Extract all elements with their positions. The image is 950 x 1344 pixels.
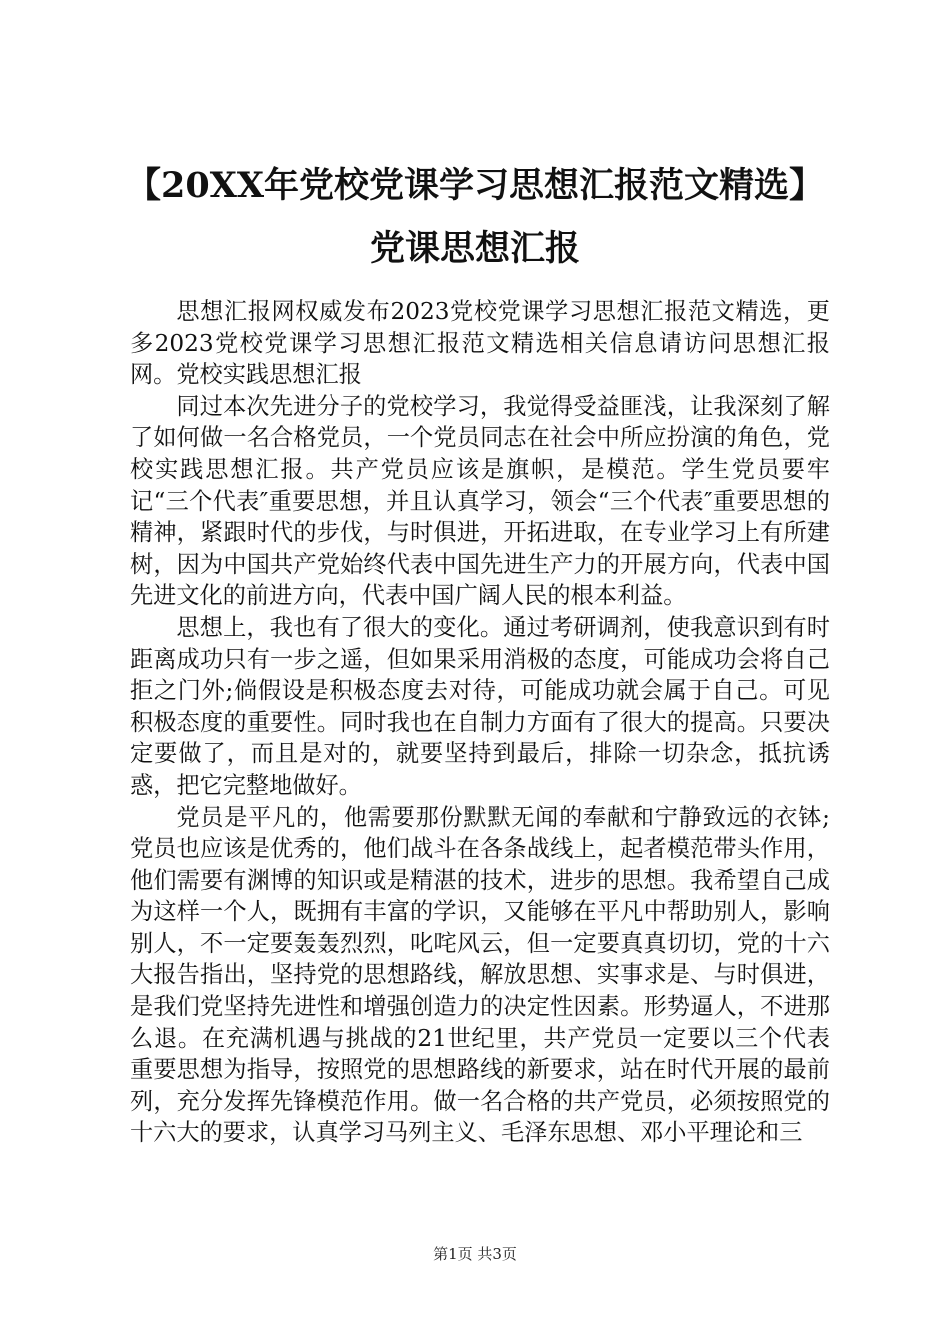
paragraph-2: 同过本次先进分子的党校学习，我觉得受益匪浅，让我深刻了解了如何做一名合格党员，一个党员同志在社会中所应扮演的角色，党校实践思想汇报。共产党员应该是旗帜，是模范。学生党员要牢记“三个代表″重要思想，并且认真学习，领会“三个代表″重要思想的精神，紧跟时代的步伐，与时俱进，开拓进取，在专业学习上有所建树，因为中国共产党始终代表中国先进生产力的开展方向，代表中国先进文化的前进方向，代表中国广阔人民的根本利益。 xyxy=(130,392,830,610)
document-body xyxy=(130,296,830,1149)
paragraph-4: 党员是平凡的，他需要那份默默无闻的奉献和宁静致远的衣钵;党员也应该是优秀的，他们战斗在各条战线上，起者模范带头作用，他们需要有渊博的知识或是精湛的技术，进步的思想。我希望自己成为这样一个人，既拥有丰富的学识，又能够在平凡中帮助别人，影响别人，不一定要轰轰烈烈，叱咤风云，但一定要真真切切，党的十六大报告指出，坚持党的思想路线，解放思想、实事求是、与时俱进，是我们党坚持先进性和增强创造力的决定性因素。形势逼人，不进那么退。在充满机遇与挑战的21世纪里，共产党员一定要以三个代表重要思想为指导，按照党的思想路线的新要求，站在时代开展的最前列，充分发挥先锋模范作用。做一名合格的共产党员，必须按照党的十六大的要求，认真学习马列主义、毛泽东思想、邓小平理论和三 xyxy=(130,803,830,1147)
document-title-line1: 【20XX年党校党课学习思想汇报范文精选】 xyxy=(125,165,825,206)
paragraph-1: 思想汇报网权威发布2023党校党课学习思想汇报范文精选，更多2023党校党课学习思想汇报范文精选相关信息请访问思想汇报网。党校实践思想汇报 xyxy=(130,298,830,389)
paragraph-3: 思想上，我也有了很大的变化。通过考研调剂，使我意识到有时距离成功只有一步之遥，但如果采用消极的态度，可能成功会将自己拒之门外;倘假设是积极态度去对待，可能成功就会属于自己。可见积极态度的重要性。同时我也在自制力方面有了很大的提高。只要决定要做了，而且是对的，就要坚持到最后，排除一切杂念，抵抗诱惑，把它完整地做好。 xyxy=(130,613,830,799)
document-title-line2: 党课思想汇报 xyxy=(369,228,580,269)
page-footer: 第1页 共3页 xyxy=(433,1245,517,1263)
